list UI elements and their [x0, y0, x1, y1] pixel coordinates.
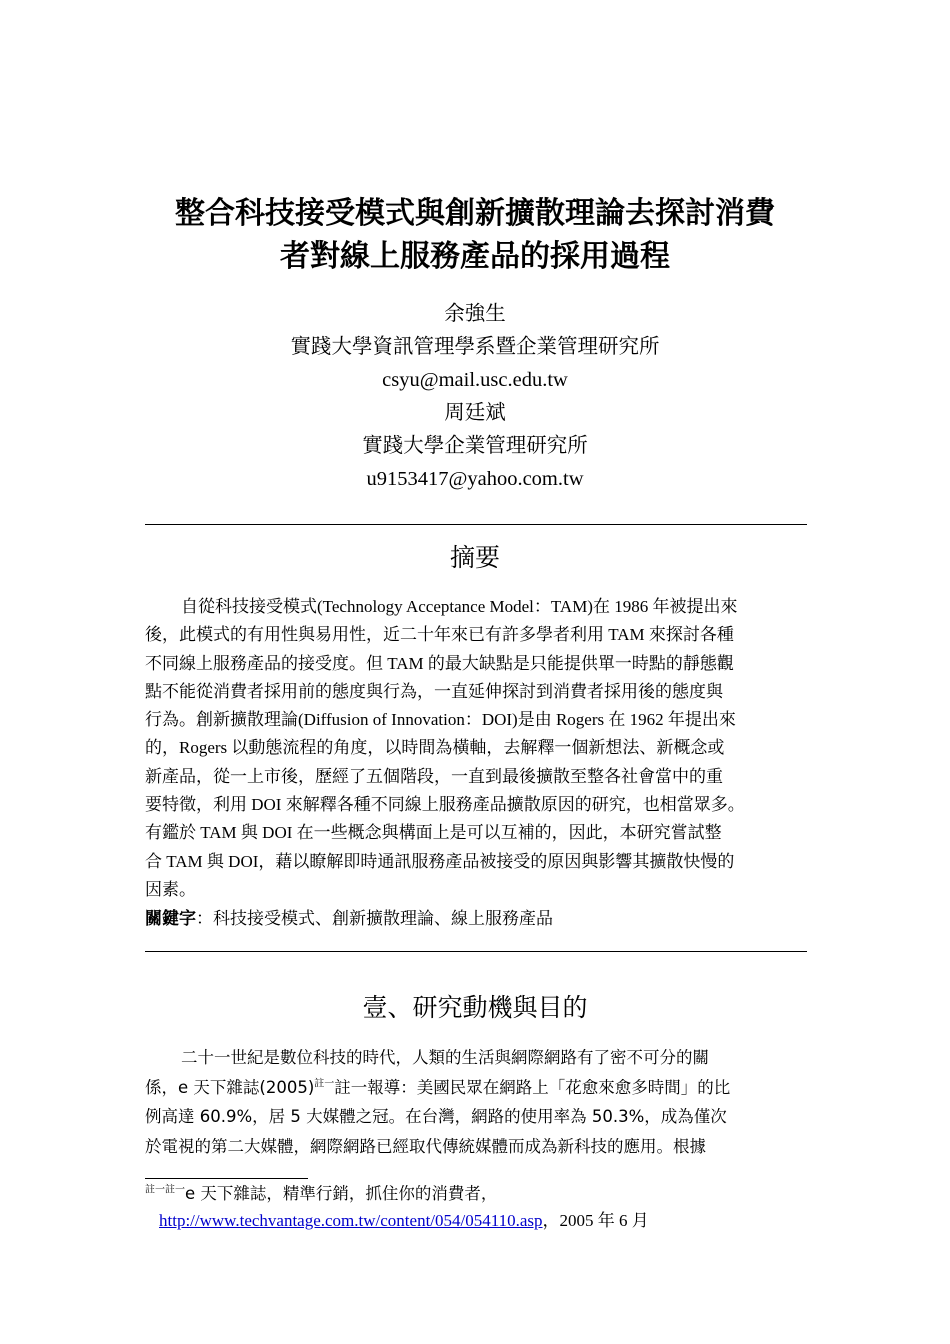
divider-top	[145, 524, 807, 525]
abstract-line: 因素。	[145, 879, 196, 899]
author-affiliation: 實踐大學企業管理研究所	[362, 435, 588, 457]
abstract-line: 不同線上服務產品的接受度。但 TAM 的最大缺點是只能提供單一時點的靜態觀	[145, 653, 734, 673]
footnote-divider	[145, 1178, 308, 1179]
abstract-line: 新產品，從一上市後，歷經了五個階段，一直到最後擴散至整各社會當中的重	[145, 766, 723, 786]
section-heading: 壹、研究動機與目的	[362, 995, 588, 1022]
abstract-line: 要特徵，利用 DOI 來解釋各種不同線上服務產品擴散原因的研究，也相當眾多。	[145, 795, 745, 815]
title-line-1: 整合科技接受模式與創新擴散理論去探討消費	[175, 196, 775, 231]
footnote-ref[interactable]: 註一	[314, 1078, 335, 1089]
paper-title	[120, 192, 830, 278]
divider-bottom	[145, 951, 807, 952]
abstract-line: 行為。創新擴散理論(Diffusion of Innovation：DOI)是由 Rogers 在 1962 年提出來	[145, 710, 736, 730]
body-line	[145, 1073, 807, 1103]
footnote-link[interactable]: http://www.techvantage.com.tw/content/054/054110.asp	[159, 1211, 543, 1230]
body-line: 於電視的第二大媒體，網際網路已經取代傳統媒體而成為新科技的應用。根據	[145, 1136, 706, 1156]
footnote-date: ，2005 年 6 月	[542, 1211, 649, 1230]
author-affiliation: 實踐大學資訊管理學系暨企業管理研究所	[290, 336, 660, 358]
abstract-line: 的，Rogers 以動態流程的角度，以時間為橫軸，去解釋一個新想法、新概念或	[145, 738, 725, 758]
abstract-line: 後，此模式的有用性與易用性，近二十年來已有許多學者利用 TAM 來探討各種	[145, 625, 734, 645]
body-line-part: 註一報導：美國民眾在網路上「花愈來愈多時間」的比	[334, 1077, 731, 1097]
abstract-body	[145, 593, 807, 904]
footnote-text: e 天下雜誌，精準行銷，抓住你的消費者，	[185, 1184, 498, 1203]
author-email: csyu@mail.usc.edu.tw	[382, 369, 568, 391]
abstract-line: 有鑑於 TAM 與 DOI 在一些概念與構面上是可以互補的，因此，本研究嘗試整	[145, 823, 722, 843]
body-line-part: 係，e 天下雜誌(2005)	[145, 1077, 315, 1097]
abstract-line: 合 TAM 與 DOI，藉以瞭解即時通訊服務產品被接受的原因與影響其擴散快慢的	[145, 851, 735, 871]
footnote-marker: 註一註一	[145, 1184, 185, 1196]
author-name: 周廷斌	[444, 402, 506, 424]
keywords-text: ：科技接受模式、創新擴散理論、線上服務產品	[196, 909, 553, 928]
author-name: 余強生	[444, 303, 506, 325]
footnote	[145, 1180, 807, 1234]
section-body	[145, 1043, 807, 1161]
abstract-heading: 摘要	[449, 545, 500, 572]
keywords-label: 關鍵字	[145, 909, 196, 928]
abstract-line: 自從科技接受模式(Technology Acceptance Model：TAM)在 1986 年被提出來	[181, 597, 738, 616]
body-line: 二十一世紀是數位科技的時代，人類的生活與網際網路有了密不可分的關	[181, 1048, 709, 1067]
title-line-2: 者對線上服務產品的採用過程	[280, 239, 670, 274]
author-email: u9153417@yahoo.com.tw	[366, 468, 584, 490]
keywords	[145, 905, 807, 933]
abstract-line: 點不能從消費者採用前的態度與行為，一直延伸探討到消費者採用後的態度與	[145, 681, 723, 701]
body-line: 例高達 60.9%，居 5 大媒體之冠。在台灣，網路的使用率為 50.3%，成為僅次	[145, 1107, 727, 1126]
author-block	[145, 298, 805, 496]
